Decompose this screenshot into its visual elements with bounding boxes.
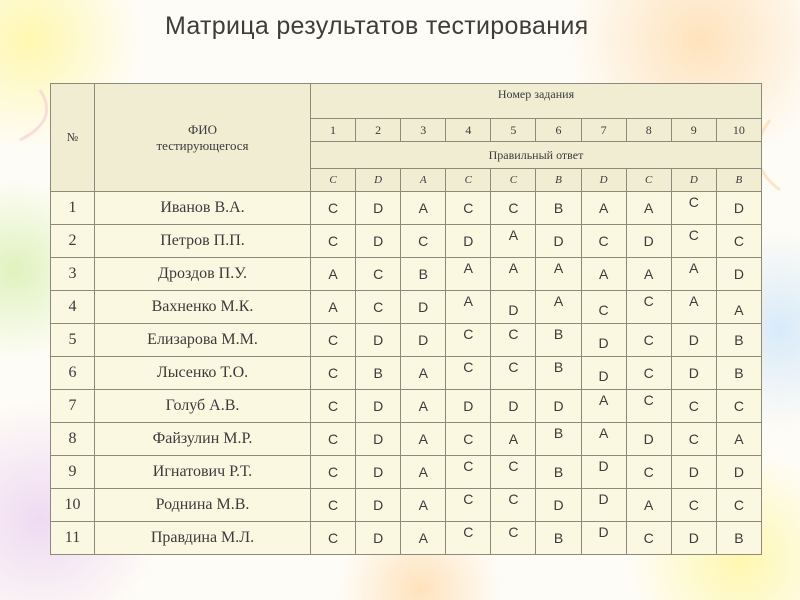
answer-value: C	[643, 365, 654, 381]
answer-cell	[716, 225, 761, 258]
answer-cell	[401, 324, 446, 357]
answer-value: D	[463, 233, 474, 249]
row-number: 5	[51, 324, 95, 357]
row-number: 8	[51, 423, 95, 456]
answer-cell	[491, 258, 536, 291]
table-row	[51, 357, 762, 390]
task-number-4: 4	[446, 119, 491, 142]
answer-value: D	[373, 431, 384, 447]
answer-value: A	[418, 530, 428, 546]
answer-cell	[671, 423, 716, 456]
task-number-1: 1	[311, 119, 356, 142]
answer-cell	[536, 324, 581, 357]
answer-cell	[356, 357, 401, 390]
correct-answer-3: A	[401, 169, 446, 192]
answer-cell	[671, 522, 716, 555]
answer-value: A	[418, 398, 428, 414]
answer-value: A	[418, 431, 428, 447]
answer-cell	[626, 225, 671, 258]
answer-cell	[446, 357, 491, 390]
table-row	[51, 423, 762, 456]
task-number-7: 7	[581, 119, 626, 142]
answer-cell	[491, 225, 536, 258]
answer-cell	[356, 192, 401, 225]
answer-cell	[446, 225, 491, 258]
answer-cell	[356, 390, 401, 423]
answer-cell	[536, 357, 581, 390]
answer-value: A	[463, 260, 473, 276]
answer-value: C	[463, 326, 474, 342]
answer-value: A	[418, 365, 428, 381]
answer-cell	[671, 456, 716, 489]
answer-value: C	[373, 299, 384, 315]
answer-value: D	[373, 464, 384, 480]
answer-cell	[581, 456, 626, 489]
answer-cell	[491, 522, 536, 555]
answer-value: D	[508, 398, 519, 414]
answer-cell	[581, 357, 626, 390]
task-number-header: Номер задания	[311, 84, 762, 119]
answer-value: C	[508, 200, 519, 216]
answer-cell	[356, 291, 401, 324]
answer-cell	[311, 489, 356, 522]
answer-cell	[311, 225, 356, 258]
answer-cell	[401, 357, 446, 390]
answer-value: C	[327, 464, 339, 480]
row-number: 7	[51, 390, 95, 423]
answer-cell	[626, 192, 671, 225]
table-row	[51, 258, 762, 291]
correct-answer-header: Правильный ответ	[311, 142, 762, 169]
answer-value: A	[553, 260, 564, 276]
answer-value: D	[733, 464, 744, 480]
answer-cell	[536, 456, 581, 489]
table-row	[51, 192, 762, 225]
student-name: Правдина М.Л.	[95, 522, 311, 555]
results-matrix	[50, 83, 762, 555]
answer-cell	[311, 192, 356, 225]
answer-value: C	[327, 398, 339, 414]
correct-answer-7: D	[581, 169, 626, 192]
answer-value: A	[508, 431, 519, 447]
row-number: 6	[51, 357, 95, 390]
answer-value: C	[643, 293, 654, 309]
answer-cell	[311, 522, 356, 555]
correct-answer-1: C	[311, 169, 356, 192]
answer-cell	[401, 489, 446, 522]
answer-cell	[716, 489, 761, 522]
answer-cell	[626, 456, 671, 489]
answer-cell	[581, 489, 626, 522]
answer-value: C	[688, 431, 699, 447]
answer-value: D	[598, 335, 609, 351]
answer-cell	[446, 390, 491, 423]
row-number: 1	[51, 192, 95, 225]
row-number: 3	[51, 258, 95, 291]
answer-cell	[401, 192, 446, 225]
task-number-8: 8	[626, 119, 671, 142]
answer-value: C	[643, 530, 654, 546]
answer-cell	[716, 291, 761, 324]
answer-value: D	[373, 200, 384, 216]
student-name: Петров П.П.	[95, 225, 311, 258]
answer-value: C	[643, 392, 654, 408]
answer-cell	[626, 423, 671, 456]
answer-value: A	[418, 497, 428, 513]
student-name: Елизарова М.М.	[95, 324, 311, 357]
student-name: Голуб А.В.	[95, 390, 311, 423]
answer-value: D	[688, 464, 699, 480]
answer-value: D	[463, 398, 474, 414]
answer-value: C	[733, 398, 744, 414]
answer-value: D	[418, 299, 429, 315]
answer-value: C	[327, 530, 339, 546]
answer-value: A	[598, 392, 609, 408]
table-row	[51, 324, 762, 357]
correct-answer-8: C	[626, 169, 671, 192]
answer-cell	[626, 291, 671, 324]
answer-value: A	[734, 302, 744, 318]
row-number: 4	[51, 291, 95, 324]
row-number: 2	[51, 225, 95, 258]
answer-cell	[581, 390, 626, 423]
answer-cell	[401, 423, 446, 456]
answer-value: C	[508, 524, 519, 540]
answer-cell	[536, 192, 581, 225]
answer-value: B	[553, 464, 564, 480]
answer-value: A	[508, 260, 519, 276]
answer-value: C	[598, 233, 609, 249]
answer-cell	[536, 258, 581, 291]
student-name: Вахненко М.К.	[95, 291, 311, 324]
answer-cell	[626, 522, 671, 555]
answer-cell	[716, 456, 761, 489]
answer-value: C	[598, 302, 609, 318]
row-number: 9	[51, 456, 95, 489]
answer-cell	[671, 258, 716, 291]
answer-value: D	[553, 233, 564, 249]
task-number-9: 9	[671, 119, 716, 142]
answer-cell	[446, 192, 491, 225]
answer-cell	[446, 258, 491, 291]
answer-value: A	[644, 200, 654, 216]
answer-cell	[671, 192, 716, 225]
answer-value: D	[688, 530, 699, 546]
answer-cell	[491, 357, 536, 390]
answer-value: C	[688, 194, 699, 210]
table-row	[51, 522, 762, 555]
task-number-10: 10	[716, 119, 761, 142]
answer-value: B	[418, 266, 428, 282]
answer-value: C	[463, 431, 474, 447]
answer-value: D	[553, 497, 564, 513]
answer-cell	[581, 522, 626, 555]
answer-cell	[311, 324, 356, 357]
answer-cell	[671, 390, 716, 423]
answer-value: C	[463, 524, 474, 540]
answer-cell	[401, 522, 446, 555]
answer-value: A	[508, 227, 519, 243]
student-name: Иванов В.А.	[95, 192, 311, 225]
table-row	[51, 291, 762, 324]
correct-answer-6: B	[536, 169, 581, 192]
answer-cell	[581, 225, 626, 258]
answer-cell	[491, 291, 536, 324]
answer-cell	[671, 291, 716, 324]
answer-value: D	[373, 233, 384, 249]
task-number-2: 2	[356, 119, 401, 142]
answer-value: B	[734, 530, 744, 546]
answer-value: A	[644, 266, 654, 282]
answer-value: D	[643, 431, 654, 447]
answer-cell	[311, 456, 356, 489]
answer-value: C	[643, 464, 654, 480]
answer-cell	[536, 522, 581, 555]
answer-cell	[446, 522, 491, 555]
answer-cell	[311, 423, 356, 456]
answer-value: B	[553, 359, 564, 375]
page-title: Матрица результатов тестирования	[165, 12, 589, 40]
answer-cell	[581, 423, 626, 456]
col-name-header: ФИО тестирующегося	[95, 84, 311, 192]
answer-value: C	[373, 266, 384, 282]
answer-cell	[356, 225, 401, 258]
answer-cell	[671, 357, 716, 390]
answer-value: A	[463, 293, 473, 309]
answer-value: C	[327, 233, 339, 249]
row-number: 11	[51, 522, 95, 555]
answer-value: D	[598, 458, 609, 474]
answer-cell	[536, 291, 581, 324]
answer-value: C	[643, 332, 654, 348]
answer-cell	[401, 225, 446, 258]
answer-value: C	[688, 497, 699, 513]
task-number-6: 6	[536, 119, 581, 142]
student-name: Роднина М.В.	[95, 489, 311, 522]
answer-cell	[536, 489, 581, 522]
answer-value: D	[733, 200, 744, 216]
answer-cell	[581, 324, 626, 357]
table-row	[51, 225, 762, 258]
answer-cell	[536, 225, 581, 258]
answer-cell	[581, 192, 626, 225]
table-row	[51, 456, 762, 489]
answer-cell	[446, 456, 491, 489]
answer-value: C	[327, 200, 339, 216]
answer-value: A	[734, 431, 744, 447]
answer-cell	[716, 423, 761, 456]
correct-answer-2: D	[356, 169, 401, 192]
answer-cell	[716, 192, 761, 225]
answer-value: C	[463, 359, 474, 375]
student-name: Игнатович Р.Т.	[95, 456, 311, 489]
answer-cell	[626, 324, 671, 357]
answer-cell	[491, 423, 536, 456]
answer-cell	[491, 324, 536, 357]
answer-value: B	[553, 425, 564, 441]
answer-cell	[491, 390, 536, 423]
answer-cell	[446, 291, 491, 324]
correct-answer-4: C	[446, 169, 491, 192]
answer-cell	[446, 489, 491, 522]
answer-cell	[671, 324, 716, 357]
answer-cell	[401, 390, 446, 423]
answer-value: C	[327, 497, 339, 513]
answer-cell	[581, 291, 626, 324]
answer-value: A	[553, 293, 564, 309]
answer-value: A	[418, 200, 428, 216]
answer-cell	[536, 390, 581, 423]
answer-value: D	[733, 266, 744, 282]
answer-value: C	[733, 233, 744, 249]
answer-cell	[356, 456, 401, 489]
answer-value: D	[373, 398, 384, 414]
answer-value: D	[688, 365, 699, 381]
answer-cell	[626, 489, 671, 522]
answer-cell	[446, 423, 491, 456]
answer-cell	[581, 258, 626, 291]
answer-value: D	[598, 491, 609, 507]
answer-value: D	[688, 332, 699, 348]
answer-value: B	[734, 365, 744, 381]
answer-value: A	[644, 497, 654, 513]
correct-answer-10: B	[716, 169, 761, 192]
answer-value: D	[553, 398, 564, 414]
table-row	[51, 489, 762, 522]
student-name: Лысенко Т.О.	[95, 357, 311, 390]
answer-value: B	[553, 326, 564, 342]
answer-value: B	[373, 365, 383, 381]
answer-cell	[671, 225, 716, 258]
answer-value: C	[733, 497, 744, 513]
answer-value: C	[327, 332, 339, 348]
answer-cell	[716, 258, 761, 291]
task-number-5: 5	[491, 119, 536, 142]
answer-value: A	[598, 425, 609, 441]
correct-answer-9: D	[671, 169, 716, 192]
answer-cell	[716, 357, 761, 390]
answer-value: C	[508, 359, 519, 375]
answer-cell	[491, 489, 536, 522]
answer-value: D	[418, 332, 429, 348]
answer-value: C	[327, 431, 339, 447]
answer-cell	[491, 192, 536, 225]
answer-value: D	[643, 233, 654, 249]
answer-value: C	[418, 233, 429, 249]
answer-value: A	[598, 266, 609, 282]
answer-value: B	[734, 332, 744, 348]
answer-value: A	[328, 266, 338, 282]
answer-cell	[311, 258, 356, 291]
answer-cell	[716, 522, 761, 555]
answer-value: D	[598, 524, 609, 540]
answer-value: A	[418, 464, 428, 480]
table-row	[51, 390, 762, 423]
task-number-3: 3	[401, 119, 446, 142]
answer-value: C	[463, 200, 474, 216]
answer-cell	[356, 324, 401, 357]
answer-value: C	[508, 458, 519, 474]
answer-cell	[491, 456, 536, 489]
answer-cell	[446, 324, 491, 357]
col-num-header: №	[51, 84, 95, 192]
answer-value: D	[373, 332, 384, 348]
answer-cell	[716, 390, 761, 423]
answer-value: A	[689, 260, 699, 276]
answer-value: D	[508, 302, 519, 318]
answer-value: C	[688, 227, 699, 243]
answer-value: A	[328, 299, 338, 315]
answer-value: C	[463, 458, 474, 474]
answer-cell	[536, 423, 581, 456]
answer-value: B	[553, 200, 564, 216]
answer-cell	[626, 390, 671, 423]
answer-cell	[311, 357, 356, 390]
answer-cell	[311, 390, 356, 423]
answer-cell	[356, 489, 401, 522]
answer-value: D	[598, 368, 609, 384]
answer-cell	[356, 258, 401, 291]
answer-value: C	[508, 326, 519, 342]
answer-value: C	[327, 365, 339, 381]
answer-cell	[401, 291, 446, 324]
answer-cell	[401, 456, 446, 489]
answer-value: A	[689, 293, 699, 309]
answer-value: D	[373, 530, 384, 546]
answer-value: A	[598, 200, 609, 216]
answer-value: C	[508, 491, 519, 507]
answer-cell	[356, 423, 401, 456]
answer-cell	[401, 258, 446, 291]
row-number: 10	[51, 489, 95, 522]
answer-cell	[626, 258, 671, 291]
answer-value: C	[688, 398, 699, 414]
answer-cell	[716, 324, 761, 357]
answer-cell	[356, 522, 401, 555]
answer-cell	[626, 357, 671, 390]
answer-cell	[311, 291, 356, 324]
correct-answer-5: C	[491, 169, 536, 192]
student-name: Дроздов П.У.	[95, 258, 311, 291]
answer-value: B	[553, 530, 564, 546]
answer-cell	[671, 489, 716, 522]
student-name: Файзулин М.Р.	[95, 423, 311, 456]
answer-value: C	[463, 491, 474, 507]
answer-value: D	[373, 497, 384, 513]
